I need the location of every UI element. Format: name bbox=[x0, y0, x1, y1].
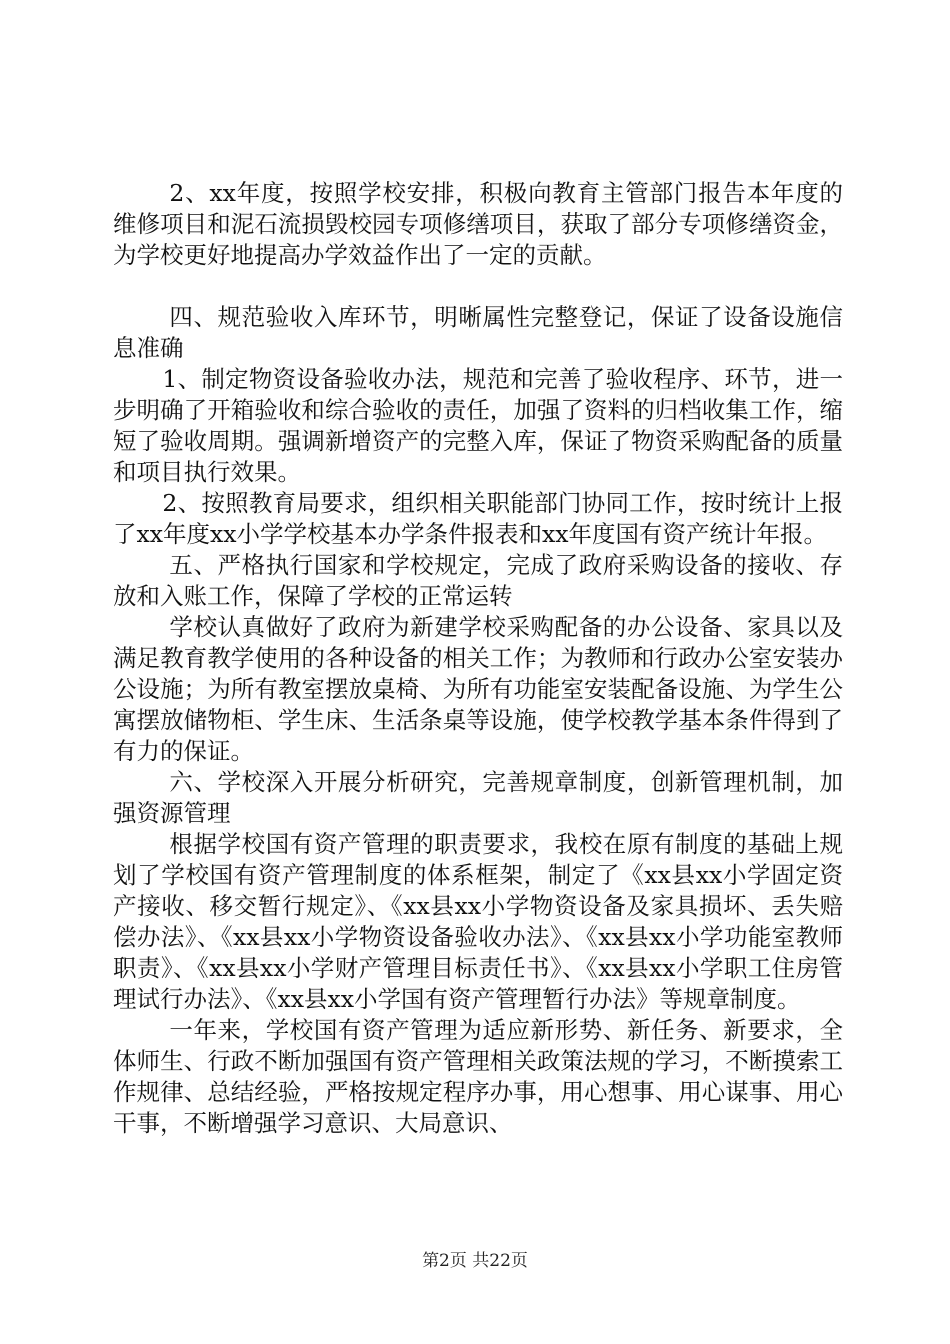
paragraph-4: 学校认真做好了政府为新建学校采购配备的办公设备、家具以及满足教育教学使用的各种设备的相关工作；为教师和行政办公室安装办公设施；为所有教室摆放桌椅、为所有功能室安装配备设施、为学生公寓摆放储物柜、学生床、生活条桌等设施，使学校教学基本条件得到了有力的保证。 bbox=[113, 613, 843, 765]
document-body bbox=[113, 178, 843, 1139]
paragraph-3: 2、按照教育局要求，组织相关职能部门协同工作，按时统计上报了xx年度xx小学学校基本办学条件报表和xx年度国有资产统计年报。 bbox=[113, 489, 843, 548]
section-heading-4: 四、规范验收入库环节，明晰属性完整登记，保证了设备设施信息准确 bbox=[113, 303, 843, 362]
paragraph-6: 一年来，学校国有资产管理为适应新形势、新任务、新要求，全体师生、行政不断加强国有资产管理相关政策法规的学习，不断摸索工作规律、总结经验，严格按规定程序办事，用心想事、用心谋事、用心干事，不断增强学习意识、大局意识、 bbox=[113, 1016, 843, 1137]
paragraph-2: 1、制定物资设备验收办法，规范和完善了验收程序、环节，进一步明确了开箱验收和综合验收的责任，加强了资料的归档收集工作，缩短了验收周期。强调新增资产的完整入库，保证了物资采购配备的质量和项目执行效果。 bbox=[113, 365, 843, 486]
paragraph-5: 根据学校国有资产管理的职责要求，我校在原有制度的基础上规划了学校国有资产管理制度的体系框架，制定了《xx县xx小学固定资产接收、移交暂行规定》、《xx县xx小学物资设备及家具损坏、丢失赔偿办法》、《xx县xx小学物资设备验收办法》、《xx县xx小学功能室教师职责》、《xx县xx小学财产管理目标责任书》、《xx县xx小学职工住房管理试行办法》、《xx县xx小学国有资产管理暂行办法》等规章制度。 bbox=[113, 830, 843, 1013]
section-heading-5: 五、严格执行国家和学校规定，完成了政府采购设备的接收、存放和入账工作，保障了学校的正常运转 bbox=[113, 551, 843, 610]
section-heading-6: 六、学校深入开展分析研究，完善规章制度，创新管理机制，加强资源管理 bbox=[113, 768, 843, 827]
paragraph-1: 2、xx年度，按照学校安排，积极向教育主管部门报告本年度的维修项目和泥石流损毁校园专项修缮项目，获取了部分专项修缮资金，为学校更好地提高办学效益作出了一定的贡献。 bbox=[113, 179, 843, 269]
page-footer: 第2页 共22页 bbox=[422, 1251, 528, 1271]
